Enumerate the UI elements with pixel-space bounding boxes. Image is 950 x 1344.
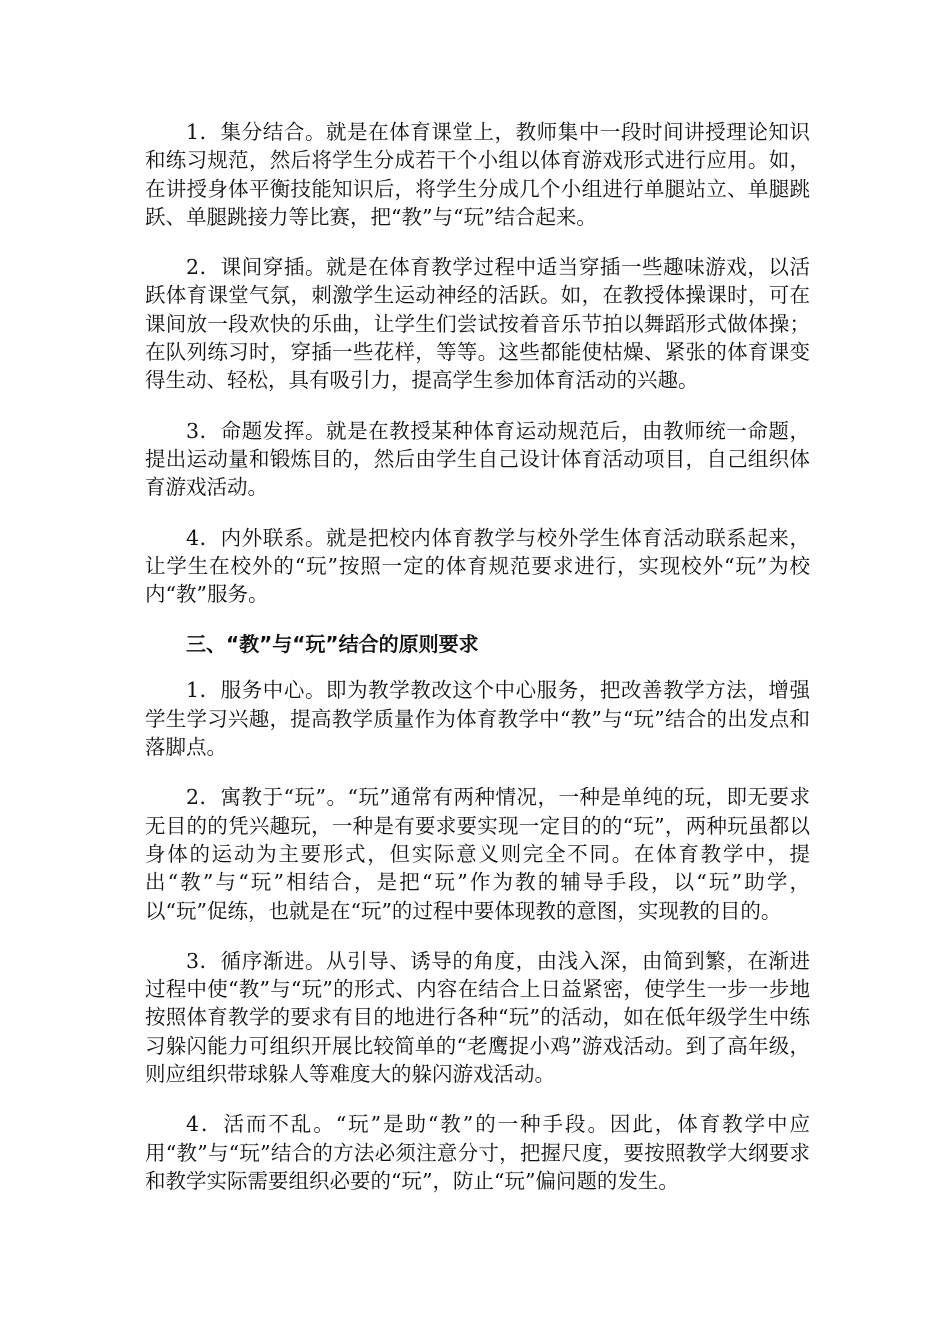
paragraph-method-1: 1．集分结合。就是在体育课堂上，教师集中一段时间讲授理论知识和练习规范，然后将学生分成若干个小组以体育游戏形式进行应用。如，在讲授身体平衡技能知识后，将学生分成几个小组进行单腿站立、单腿跳跃、单腿跳接力等比赛，把“教”与“玩”结合起来。 bbox=[145, 120, 810, 229]
paragraph-method-3: 3．命题发挥。就是在教授某种体育运动规范后，由教师统一命题，提出运动量和锻炼目的，然后由学生自己设计体育活动项目，自己组织体育游戏活动。 bbox=[145, 418, 810, 500]
paragraph-principle-3: 3．循序渐进。从引导、诱导的角度，由浅入深，由简到繁，在渐进过程中使“教”与“玩”的形式、内容在结合上日益紧密，使学生一步一步地按照体育教学的要求有目的地进行各种“玩”的活动，如在低年级学生中练习躲闪能力可组织开展比较简单的“老鹰捉小鸡”游戏活动。到了高年级，则应组织带球躲人等难度大的躲闪游戏活动。 bbox=[145, 948, 810, 1087]
document-body bbox=[145, 118, 810, 1217]
paragraph-principle-4: 4．活而不乱。“玩”是助“教”的一种手段。因此，体育教学中应用“教”与“玩”结合的方法必须注意分寸，把握尺度，要按照教学大纲要求和教学实际需要组织必要的“玩”，防止“玩”偏问题的发生。 bbox=[145, 1112, 810, 1193]
paragraph-principle-2: 2．寓教于“玩”。“玩”通常有两种情况，一种是单纯的玩，即无要求无目的的凭兴趣玩，一种是有要求要实现一定目的的“玩”，两种玩虽都以身体的运动为主要形式，但实际意义则完全不同。在体育教学中，提出“教”与“玩”相结合，是把“玩”作为教的辅导手段，以“玩”助学，以“玩”促练，也就是在“玩”的过程中要体现教的意图，实现教的目的。 bbox=[145, 785, 810, 923]
section-heading: 三、“教”与“玩”结合的原则要求 bbox=[186, 632, 479, 657]
paragraph-method-2: 2．课间穿插。就是在体育教学过程中适当穿插一些趣味游戏，以活跃体育课堂气氛，刺激学生运动神经的活跃。如，在教授体操课时，可在课间放一段欢快的乐曲，让学生们尝试按着音乐节拍以舞蹈形式做体操；在队列练习时，穿插一些花样，等等。这些都能使枯燥、紧张的体育课变得生动、轻松，具有吸引力，提高学生参加体育活动的兴趣。 bbox=[145, 255, 810, 393]
paragraph-method-4: 4．内外联系。就是把校内体育教学与校外学生体育活动联系起来，让学生在校外的“玩”按照一定的体育规范要求进行，实现校外“玩”为校内“教”服务。 bbox=[145, 525, 810, 607]
paragraph-principle-1: 1．服务中心。即为教学教改这个中心服务，把改善教学方法，增强学生学习兴趣，提高教学质量作为体育教学中“教”与“玩”结合的出发点和落脚点。 bbox=[145, 678, 810, 760]
